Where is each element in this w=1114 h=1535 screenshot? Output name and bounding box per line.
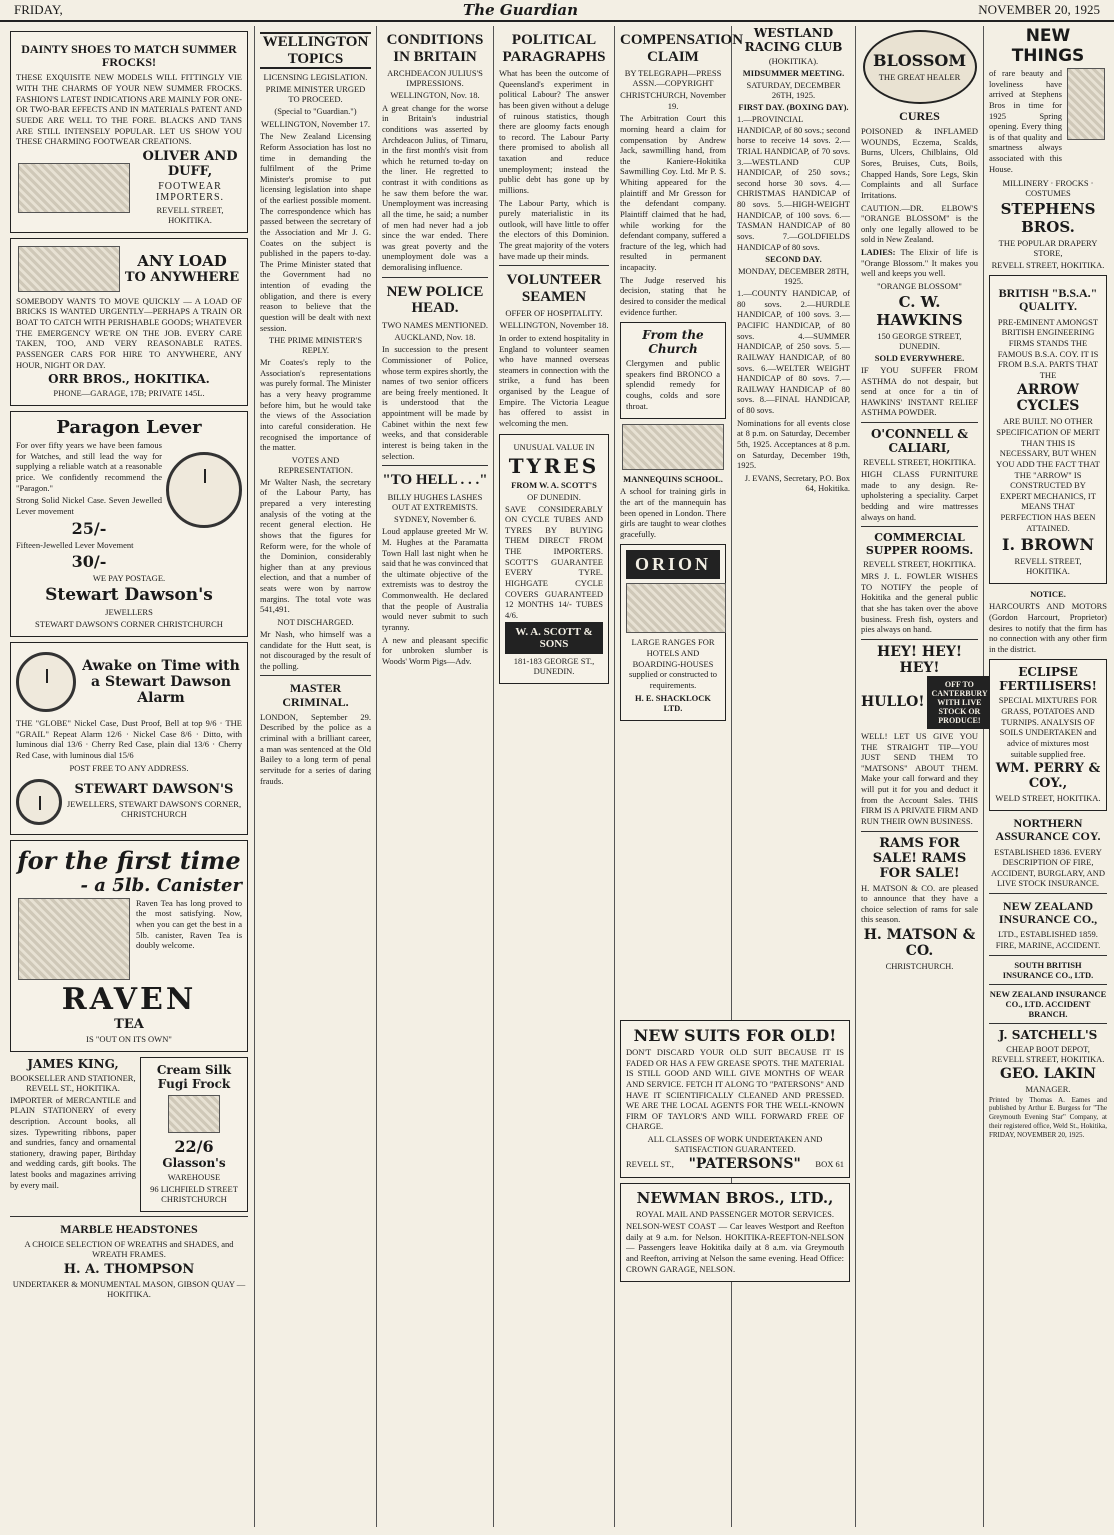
article-subheading: THE PRIME MINISTER'S REPLY.: [268, 335, 363, 356]
article-body: A great change for the worse in Britain's industrial conditions was asserted by Archdeacon Julius, of Timaru, in the first month's visit from which he returned to-day on the liner. He regretted to contrast it with conditions as he saw them before the war. Unemployment was increasing all the time, he said; a number of men had never had a job since the war ended. There was great poverty and the unemployment dole was a demoralising influence.: [382, 102, 488, 272]
column-advertisements-right: [985, 26, 1111, 1527]
ad-firm-name: WM. PERRY & COY.,: [995, 761, 1101, 792]
ad-james-king: [10, 1057, 136, 1212]
ad-patersons: [616, 1020, 854, 1527]
ad-heading: NEW THINGS: [1011, 26, 1085, 66]
article-headline: "TO HELL . . .": [382, 472, 488, 489]
truck-illustration: [18, 246, 120, 292]
ad-oliver-duff: [10, 31, 248, 233]
ad-text: WELL! LET US GIVE YOU THE STRAIGHT TIP—YOU JUST SEND THEM TO "MATSONS" ABOUT THEM. Make your call forward and they will put it for you and deduct it from the Account Sales. THIS FIRM IS A PRIVATE FIRM AND RUN THEIR OWN BUSINESS.: [861, 730, 978, 826]
article-date: MONDAY, DECEMBER 28TH, 1925.: [738, 266, 849, 287]
ad-heading: HULLO!: [861, 694, 925, 711]
masthead: [0, 0, 1114, 22]
ad-address: REVELL STREET, HOKITIKA.: [991, 260, 1105, 271]
article-body: The Arbitration Court this morning heard a claim for compensation by Andrew Jack, sawmilling hand, from the Kaniere-Hokitika Sawmilling Coy. Ltd. Mr P. S. Whiting appeared for the plaintiff and Mr Gresson for the defendant company. Plaintiff claimed that he had, while working for the defendant company, suffered a fracture of the leg, which had resulted in permanent incapacity.: [620, 113, 726, 272]
article-subheading: (HOKITIKA).: [768, 56, 819, 66]
ad-heading: O'CONNELL & CALIARI,: [870, 427, 969, 456]
ad-firm-name: H. MATSON & CO.: [863, 927, 976, 960]
ad-note: SOLD EVERYWHERE.: [874, 352, 965, 363]
ad-heading: NORTHERN ASSURANCE COY.: [995, 816, 1101, 844]
ad-firm-name: Stewart Dawson's: [45, 585, 213, 606]
ad-heading: NEW ZEALAND INSURANCE CO., LTD. ACCIDENT BRANCH.: [989, 988, 1107, 1019]
ad-text: The Elixir of life is "Orange Blossom." It makes you well and keeps you well.: [861, 247, 978, 279]
ad-firm-name: GEO. LAKIN: [1000, 1065, 1096, 1082]
ad-firm-sub: JEWELLERS: [105, 607, 153, 618]
article-dateline: CHRISTCHURCH, November 19.: [620, 90, 726, 111]
ad-subheading: OFF TO CANTERBURY WITH LIVE STOCK OR PRODUCE!: [927, 676, 991, 729]
ad-firm-name: STEPHENS BROS.: [1000, 200, 1096, 237]
ad-text: MRS J. L. FOWLER WISHES TO NOTIFY the people of Hokitika and the general public that she has taken over the above business. Fresh fish, oysters and pies always on hand.: [861, 571, 978, 635]
ad-text: of rare beauty and loveliness have arrived at Stephens Bros in time for 1925 Spring opening. Every thing is of that quality and smartness always associated with this House.: [989, 68, 1062, 174]
ad-address: JEWELLERS, STEWART DAWSON'S CORNER, CHRISTCHURCH: [66, 799, 242, 820]
ad-subheading: ROYAL MAIL AND PASSENGER MOTOR SERVICES.: [636, 1209, 834, 1219]
article-subheading: BILLY HUGHES LASHES OUT AT EXTREMISTS.: [387, 491, 483, 512]
article-subheading: LICENSING LEGISLATION.: [263, 72, 368, 82]
ad-items: MILLINERY · FROCKS · COSTUMES: [1002, 178, 1094, 199]
ad-line: A new and pleasant specific for unbroken slumber is Woods' Worm Pigs—Adv.: [382, 634, 488, 666]
article-body: Mr Walter Nash, the secretary of the Labour Party, has prepared a very interesting analysis of the voting at the recent general election. He shows that the figures for Reform were, for the whole of the Dominion, considerably higher than at any previous election, and that a number of seats were won by narrow margins. The total vote was 541,491.: [260, 476, 371, 615]
ad-phone: PHONE—GARAGE, 17B; PRIVATE 145L.: [53, 388, 205, 399]
article-subheading: TWO NAMES MENTIONED.: [382, 319, 489, 330]
article-body: In order to extend hospitality in England to volunteer seamen who have manned overseas steamers in connection with the strike, a fund has been organised by the League of Empire. The Victoria League has offered to assist in welcoming the men.: [499, 332, 609, 428]
article-body: Mr Coates's reply to the Association's representations was purely formal. The Minister has a very heavy programme before him, but he would take the views of the Association into careful consideration. He recognised the importance of the matter.: [260, 357, 371, 453]
ad-arrow-cycles: [989, 275, 1107, 584]
ad-subheading: - a 5lb. Canister: [80, 874, 242, 896]
ad-price: 22/6: [174, 1136, 214, 1156]
ad-heading: JAMES KING,: [27, 1056, 119, 1071]
brand-blossom: BLOSSOM: [872, 50, 967, 70]
article-body: In succession to the present Commissioner of Police, whose term expires shortly, the names of two senior officers are being freely mentioned. It is understood that the appointment will be made by Cabinet within the next few weeks, and that considerable interest is being taken in the selection.: [382, 344, 488, 461]
ad-address: REVELL STREET, HOKITIKA.: [156, 204, 224, 225]
article-dateline: WELLINGTON, November 18.: [499, 320, 609, 331]
masthead-day: FRIDAY,: [14, 2, 63, 17]
ad-address: REVELL ST.,: [626, 1158, 674, 1169]
ad-firm-name: Glasson's: [162, 1155, 226, 1170]
ad-heading: ECLIPSE FERTILISERS!: [999, 665, 1097, 694]
masthead-date: NOVEMBER 20, 1925: [978, 2, 1100, 17]
article-byline: BY TELEGRAPH—PRESS ASSN.—COPYRIGHT: [624, 68, 722, 88]
ad-text: H. MATSON & CO. are pleased to announce that they have a choice selection of rams for sale this season.: [861, 882, 978, 925]
article-subheading: PRIME MINISTER URGED TO PROCEED.: [265, 84, 366, 104]
ad-heading: NEW ZEALAND INSURANCE CO.,: [998, 899, 1098, 927]
article-subheading: SECOND DAY.: [765, 254, 822, 265]
ad-heading: RAMS FOR SALE! RAMS FOR SALE!: [872, 835, 967, 881]
ad-label: LADIES:: [861, 247, 896, 258]
article-headline: COMPENSATION CLAIM: [620, 32, 744, 65]
article-body: Nominations for all events close at 8 p.m. on Saturday, December 5th, 1925. Acceptances at 8 p.m. on Saturday, December 19th, 1925.: [737, 417, 850, 471]
ad-firm: FROM W. A. SCOTT'S: [511, 479, 597, 490]
blossom-badge-icon: [863, 30, 977, 104]
mannequin-illustration: [622, 424, 724, 470]
ad-heading: CURES: [899, 109, 940, 123]
column-westland-racing: [733, 26, 854, 1015]
article-subheading: NOT DISCHARGED.: [277, 616, 354, 627]
ad-heading: BRITISH "B.S.A." QUALITY.: [998, 286, 1098, 314]
ad-heading: SOUTH BRITISH INSURANCE CO., LTD.: [1002, 959, 1094, 980]
ad-note: WE PAY POSTAGE.: [92, 573, 166, 584]
notice-heading: NOTICE.: [1030, 589, 1066, 600]
ad-heading: DAINTY SHOES TO MATCH SUMMER FROCKS!: [21, 42, 237, 70]
column-conditions-britain: [378, 26, 492, 1527]
article-dateline: WELLINGTON, November 17.: [261, 118, 370, 129]
ad-heading: HEY! HEY! HEY!: [877, 643, 962, 676]
ad-text: DON'T DISCARD YOUR OLD SUIT BECAUSE IT IS FADED OR HAS A FEW GREASE SPOTS. THE MATERIAL IS STILL GOOD AND WILL GIVE MONTHS OF WEAR AND SERVICE. FETCH IT ALONG TO "PATERSONS" AND HAVE IT SCIENTIFICALLY CLEANED AND PRESSED. WE ARE THE LOCAL AGENTS FOR THE WELL-KNOWN FIRM OF TAYLOR'S AND WILL FORWARD FREE OF CHARGE.: [626, 1047, 844, 1132]
ad-heading: ANY LOAD: [137, 252, 227, 271]
ad-glasson: [140, 1057, 248, 1212]
ad-text: Clergymen and public speakers find BRONCO a splendid remedy for coughs, colds and sore throat.: [626, 358, 720, 411]
ad-firm-sub: FOOTWEAR IMPORTERS.: [155, 180, 225, 203]
column-rule: [614, 26, 615, 1527]
ad-heading: ORION: [626, 550, 720, 579]
ad-stewart-dawson-alarm: [10, 642, 248, 835]
article-body: What has been the outcome of Queensland's experiment in political Labour? The answer has been given without a deluge of ruinous statistics, though there are gloomy facts enough to record. The Labour Party there promised to abolish all taxation and reduce unemployment; instead the public debt has gone up by millions.: [499, 68, 609, 195]
ad-heading: Cream Silk Fugi Frock: [156, 1062, 232, 1091]
ad-heading: From the Church: [642, 328, 704, 357]
race-list: 1.—PROVINCIAL HANDICAP, of 80 sovs.; second horse to receive 14 sovs. 2.—TRIAL HANDICAP, of 70 sovs. 3.—WESTLAND CUP HANDICAP, of 250 sovs.; second horse 30 sovs. 4.—CHRISTMAS HANDICAP of 80 sovs. 5.—HIGH-WEIGHT HANDICAP, of 100 sovs. 6.—TASMAN HANDICAP of 80 sovs. 7.—GOLDFIELDS HANDICAP of 80 sovs.: [737, 114, 850, 252]
column-rule: [493, 26, 494, 1527]
column-rule: [855, 26, 856, 1527]
ad-firm-name: C. W. HAWKINS: [876, 292, 963, 329]
column-wellington-topics: [256, 26, 375, 1527]
ad-subheading: BOOKSELLER AND STATIONER, REVELL ST., HOKITIKA.: [10, 1072, 136, 1093]
ad-text: CAUTION.—DR. ELBOW'S "ORANGE BLOSSOM" is the only one legally allowed to be sold in New Zealand.: [861, 202, 978, 245]
ad-text: POISONED & INFLAMED WOUNDS, Eczema, Scalds, Burns, Ulcers, Chilblains, Old Sores, Bruises, Cuts, Boils, Chapped Hands, Sore Legs, Skin Complaints and all Surface Irritations.: [861, 126, 978, 200]
ad-address: STEWART DAWSON'S CORNER CHRISTCHURCH: [35, 619, 223, 630]
article-body: The Labour Party, which is purely materialistic in its outlook, will have little to offer the electors of this Dominion. The great majority of the voters have made up their minds.: [499, 197, 609, 261]
column-rule: [254, 26, 255, 1527]
ad-manager: MANAGER.: [1025, 1083, 1071, 1094]
article-headline: WELLINGTON TOPICS: [260, 32, 371, 69]
ad-eclipse-fertilisers: [989, 659, 1107, 811]
article-body: Mr Nash, who himself was a candidate for the Hutt seat, is not discouraged by the result of the polling.: [260, 628, 371, 671]
ad-text: SPECIAL MIXTURES FOR GRASS, POTATOES AND TURNIPS. ANALYSIS OF SOILS UNDERTAKEN and advice of mixtures most suitable supplied free.: [998, 695, 1098, 759]
ad-heading: J. SATCHELL'S: [998, 1027, 1098, 1042]
ad-text: PRE-EMINENT AMONGST BRITISH ENGINEERING FIRMS STANDS THE FAMOUS B.S.A. COY. IT IS FROM B.S.A. PARTS THAT THE: [997, 316, 1099, 380]
ad-price: 25/-: [71, 518, 107, 538]
ad-text: SOMEBODY WANTS TO MOVE QUICKLY — A LOAD OF BRICKS IS WANTED URGENTLY—PERHAPS A TRAIN OR BOAT TO CATCH WITH PERISHABLE GOODS; WHATEVER THE EMERGENCY WE'RE ON THE JOB. EVERY CARE TAKEN, TOO, AND VERY REASONABLE RATES. PASSENGER CARS FOR HIRE TO ANYWHERE, ANY HOUR, NIGHT OR DAY.: [16, 295, 242, 370]
ad-firm-name: H. A. THOMPSON: [63, 1262, 195, 1278]
ad-firm-name: OLIVER AND DUFF,: [142, 148, 238, 179]
alarm-clock-icon: [16, 652, 76, 712]
ad-text: Raven Tea has long proved to the most satisfying. Now, when you can get the best in a 5lb. canister, Raven Tea is doubly welcome.: [136, 897, 242, 951]
alarm-clock-icon: [16, 779, 62, 825]
article-subheading: ARCHDEACON JULIUS'S IMPRESSIONS.: [387, 68, 483, 88]
article-subheading: FIRST DAY. (BOXING DAY).: [738, 102, 849, 112]
article-dateline: WELLINGTON, Nov. 18.: [390, 90, 480, 100]
ad-address: 96 LICHFIELD STREET CHRISTCHURCH: [150, 1183, 238, 1204]
article-headline: POLITICAL PARAGRAPHS: [502, 32, 606, 65]
ad-address: CHEAP BOOT DEPOT, REVELL STREET, HOKITIKA.: [991, 1043, 1105, 1064]
article-dateline: AUCKLAND, Nov. 18.: [394, 331, 476, 342]
fashion-figure-illustration: [1067, 68, 1105, 140]
article-body: LONDON, September 29. Described by the police as a criminal with a brilliant career, a man was sentenced at the Old Bailey to a long term of penal servitude for a series of daring frauds.: [260, 711, 371, 786]
ad-row-bottom: [10, 1057, 248, 1212]
ad-firm-name: "PATERSONS": [688, 1156, 801, 1172]
range-illustration: [626, 583, 726, 633]
column-rule: [983, 26, 984, 1527]
ad-address: REVELL STREET, HOKITIKA.: [1014, 556, 1082, 577]
ad-address: WELD STREET, HOKITIKA.: [995, 793, 1101, 804]
brand-blossom-sub: THE GREAT HEALER: [878, 71, 961, 82]
ad-item: Fifteen-Jewelled Lever Movement: [16, 539, 134, 550]
ad-subheading: "ORANGE BLOSSOM": [877, 280, 962, 291]
article-headline: MASTER CRIMINAL.: [282, 681, 349, 709]
ad-address: 181-183 GEORGE ST., DUNEDIN.: [513, 656, 595, 677]
ad-price-list: THE "GLOBE" Nickel Case, Dust Proof, Bell at top 9/6 · THE "GRAIL" Repeat Alarm 12/6 · Nickel Case 8/6 · Ditto, with luminous dial 13/6 · Cherry Red Case, plain dial 13/6 · Cherry Red Case, with luminous dial 15/6: [16, 718, 242, 760]
ad-paragon-lever: [10, 411, 248, 637]
ad-text: SAVE CONSIDERABLY ON CYCLE TUBES AND TYRES BY BUYING THEM DIRECT FROM THE IMPORTERS. SCOTT'S GUARANTEE EVERY TYRE. HIGHGATE CYCLE COVERS GUARANTEED 12 MONTHS 14/- TUBES 4/6.: [505, 503, 603, 620]
article-body: The New Zealand Licensing Reform Association has lost no time in demanding the fulfilment of the Prime Minister's promise to put licensing legislation into shape of the earliest possible moment. The correspondence which has passed between the secretary of the Association and Mr J. G. Coates on the subject is published in the papers to-day. The Prime Minister stated that the Government had no intention of evading the obligation, and there is every reason to believe that the question will be dealt with next session.: [260, 131, 371, 333]
ad-text: IMPORTER of MERCANTILE and PLAIN STATIONERY of every description. Account books, all sizes. Typewriting ribbons, paper and sundries, fancy and ornamental stationery, drawing paper, Birthday and wedding cards, gift books. The latest books and magazines arriving by every mail.: [10, 1094, 136, 1190]
race-list: 1.—COUNTY HANDICAP, of 80 sovs. 2.—HURDLE HANDICAP, of 100 sovs. 3.—PACIFIC HANDICAP, of 80 sovs. 4.—SUMMER HANDICAP, of 250 sovs. 5.—RAILWAY HANDICAP, of 80 sovs. 6.—WELTER WEIGHT HANDICAP of 80 sovs. 7.—RAILWAY HANDICAP of 80 sovs. 8.—FINAL HANDICAP, of 80 sovs.: [737, 288, 850, 415]
ad-box: BOX 61: [815, 1158, 844, 1169]
article-body: A school for training girls in the art of the mannequin has been opened in London. There girls are taught to wear clothes gracefully.: [620, 486, 726, 539]
article-headline: VOLUNTEER SEAMEN: [506, 272, 602, 305]
article-subheading: MIDSUMMER MEETING.: [742, 68, 845, 78]
ad-newman-bros: [620, 1183, 850, 1282]
ad-firm-name: STEWART DAWSON'S: [74, 782, 234, 798]
ad-orion-range: [620, 544, 726, 720]
ad-thompson: [10, 1223, 248, 1299]
ad-text: THESE EXQUISITE NEW MODELS WILL FITTINGLY VIE WITH THE CHARMS OF YOUR NEW SUMMER FROCKS. FASHION'S LATEST INDICATIONS ARE MAINLY FOR ONE- OR TWO-BAR EFFECTS AND IN MATERIALS PATENT AND SUEDE ARE WELL TO THE FORE. BLACKS AND TANS ARE STILL INTENSELY POPULAR. LET US SHOW YOU THESE CHARMING FOOTWEAR CREATIONS.: [16, 72, 242, 147]
ad-subheading: TO ANYWHERE: [124, 270, 240, 286]
ad-firm-sub: THE POPULAR DRAPERY STORE,: [998, 238, 1098, 259]
ad-heading: TYRES: [508, 453, 600, 478]
ad-price: 30/-: [71, 552, 107, 572]
tea-canister-illustration: [18, 898, 130, 980]
ad-note: ALL CLASSES OF WORK UNDERTAKEN AND SATISFACTION GUARANTEED.: [647, 1134, 823, 1154]
brand-tea: TEA: [114, 1016, 144, 1032]
ad-text: LARGE RANGES FOR HOTELS AND BOARDING-HOUSES supplied or constructed to requirements.: [628, 637, 718, 690]
ad-address: REVELL STREET, HOKITIKA.: [863, 457, 976, 468]
ad-item: Strong Solid Nickel Case. Seven Jewelled Lever movement: [16, 495, 162, 516]
ad-heading: MARBLE HEADSTONES: [60, 1221, 198, 1236]
ad-text: IF YOU SUFFER FROM ASTHMA do not despair, but send at once for a tin of HAWKINS' INSTANT RELIEF ASTHMA POWDER.: [861, 364, 978, 418]
column-political-paragraphs: [495, 26, 613, 1527]
brand-raven: RAVEN: [61, 981, 197, 1017]
ad-brand: ARROW CYCLES: [1016, 382, 1080, 415]
article-subheading: OFFER OF HOSPITALITY.: [505, 308, 603, 319]
printer-imprint: Printed by Thomas A. Eames and published by Arthur E. Burgess for "The Greymouth Evening Star" Company, at their registered office, Weld St., Hokitika, FRIDAY, NOVEMBER 20, 1925.: [989, 1095, 1107, 1139]
column-rule: [376, 26, 377, 1527]
ad-heading: NEW SUITS FOR OLD!: [633, 1026, 837, 1045]
ad-text: HIGH CLASS FURNITURE made to any design. Re-upholstering a speciality. Carpet bedding and wire mattresses always on hand.: [861, 469, 978, 522]
ad-note: POST FREE TO ANY ADDRESS.: [69, 762, 189, 773]
article-body: Loud applause greeted Mr W. M. Hughes at the Paramatta Town Hall last night when he said that he was convinced that the ultimate objective of the extremists was to destroy the Commonwealth. He declared that the people of Australia would never submit to such tyranny.: [382, 526, 488, 632]
ad-address: UNDERTAKER & MONUMENTAL MASON, GIBSON QUAY — HOKITIKA.: [12, 1279, 246, 1300]
ad-address: CHRISTCHURCH.: [885, 961, 954, 972]
ad-from-the-church: [620, 322, 726, 419]
column-advertisements-left: [6, 26, 252, 1527]
article-headline: WESTLAND RACING CLUB: [744, 26, 843, 54]
notice-text: HARCOURTS AND MOTORS (Gordon Harcourt, Proprietor) desires to notify that the firm has no connection with any other firm in the district.: [989, 601, 1107, 654]
ad-subheading: UNUSUAL VALUE IN: [513, 441, 595, 452]
ad-raven-tea: [10, 840, 248, 1052]
ad-text: For over fifty years we have been famous for Watches, and still lead the way for supplying a reliable watch at a reasonable price. We confidently recommend the "Paragon.": [16, 440, 162, 493]
article-body: The Judge reserved his decision, stating that he desired to consider the medical evidence further.: [620, 274, 726, 317]
article-headline: MANNEQUINS SCHOOL.: [623, 474, 723, 485]
article-signature: J. EVANS, Secretary, P.O. Box 64, Hokitika.: [744, 472, 850, 494]
ad-firm-name: W. A. SCOTT & SONS: [505, 622, 603, 654]
article-headline: NEW POLICE HEAD.: [386, 283, 484, 317]
ad-heading: COMMERCIAL SUPPER ROOMS.: [865, 531, 974, 558]
article-dateline: SYDNEY, November 6.: [393, 513, 476, 524]
ad-heading: for the first time: [17, 845, 241, 875]
ad-firm-name: I. BROWN: [1002, 535, 1094, 555]
masthead-title: The Guardian: [463, 1, 579, 19]
frock-illustration: [168, 1095, 220, 1133]
article-date: SATURDAY, DECEMBER 26TH, 1925.: [746, 80, 841, 100]
ad-text: LTD., ESTABLISHED 1859. FIRE, MARINE, ACCIDENT.: [995, 929, 1101, 950]
article-byline: (Special to "Guardian."): [274, 106, 357, 116]
ad-scott-tyres: [499, 434, 609, 685]
ad-text: A CHOICE SELECTION OF WREATHS and SHADES, and WREATH FRAMES.: [24, 1238, 234, 1260]
ad-text: NELSON-WEST COAST — Car leaves Westport and Reefton daily at 9 a.m. for Nelson. HOKITIKA-REEFTON-NELSON — Passengers leave Hokitika daily at 8 a.m. via Greymouth and Reefton, arriving at Nelson the same evening. Head Office: CROWN GARAGE, NELSON.: [626, 1221, 844, 1274]
ad-address: 150 GEORGE STREET, DUNEDIN.: [877, 330, 962, 351]
ad-heading: NEWMAN BROS., LTD.,: [636, 1189, 834, 1207]
article-subheading: VOTES AND REPRESENTATION.: [278, 454, 353, 475]
ad-address: REVELL STREET, HOKITIKA.: [863, 559, 976, 570]
ad-firm-name: ORR BROS., HOKITIKA.: [48, 372, 210, 387]
ad-heading: Paragon Lever: [56, 417, 202, 439]
ad-city: OF DUNEDIN.: [527, 491, 581, 502]
ad-orr-bros: [10, 238, 248, 406]
pocket-watch-icon: [166, 452, 242, 528]
column-orange-blossom: [857, 26, 988, 1527]
article-headline: CONDITIONS IN BRITAIN: [386, 32, 484, 65]
ad-heading: Awake on Time with a Stewart Dawson Alarm: [82, 658, 240, 707]
ad-text: ARE BUILT. NO OTHER SPECIFICATION OF MERIT THAN THIS IS NECESSARY, BUT WHEN YOU ADD THE FACT THAT THE "ARROW" IS CONSTRUCTED BY EXPERT MECHANICS, IT MEANS THAT PERFECTION HAS BEEN ATTAINED.: [996, 416, 1100, 533]
ad-text: ESTABLISHED 1836. EVERY DESCRIPTION OF FIRE, ACCIDENT, BURGLARY, AND LIVE STOCK INSURANCE.: [991, 846, 1105, 889]
ad-slogan: IS "OUT ON ITS OWN": [86, 1033, 172, 1044]
ad-firm-sub: WAREHOUSE: [167, 1171, 221, 1182]
shoe-illustration: [18, 163, 130, 213]
ad-firm-name: H. E. SHACKLOCK LTD.: [634, 692, 712, 713]
